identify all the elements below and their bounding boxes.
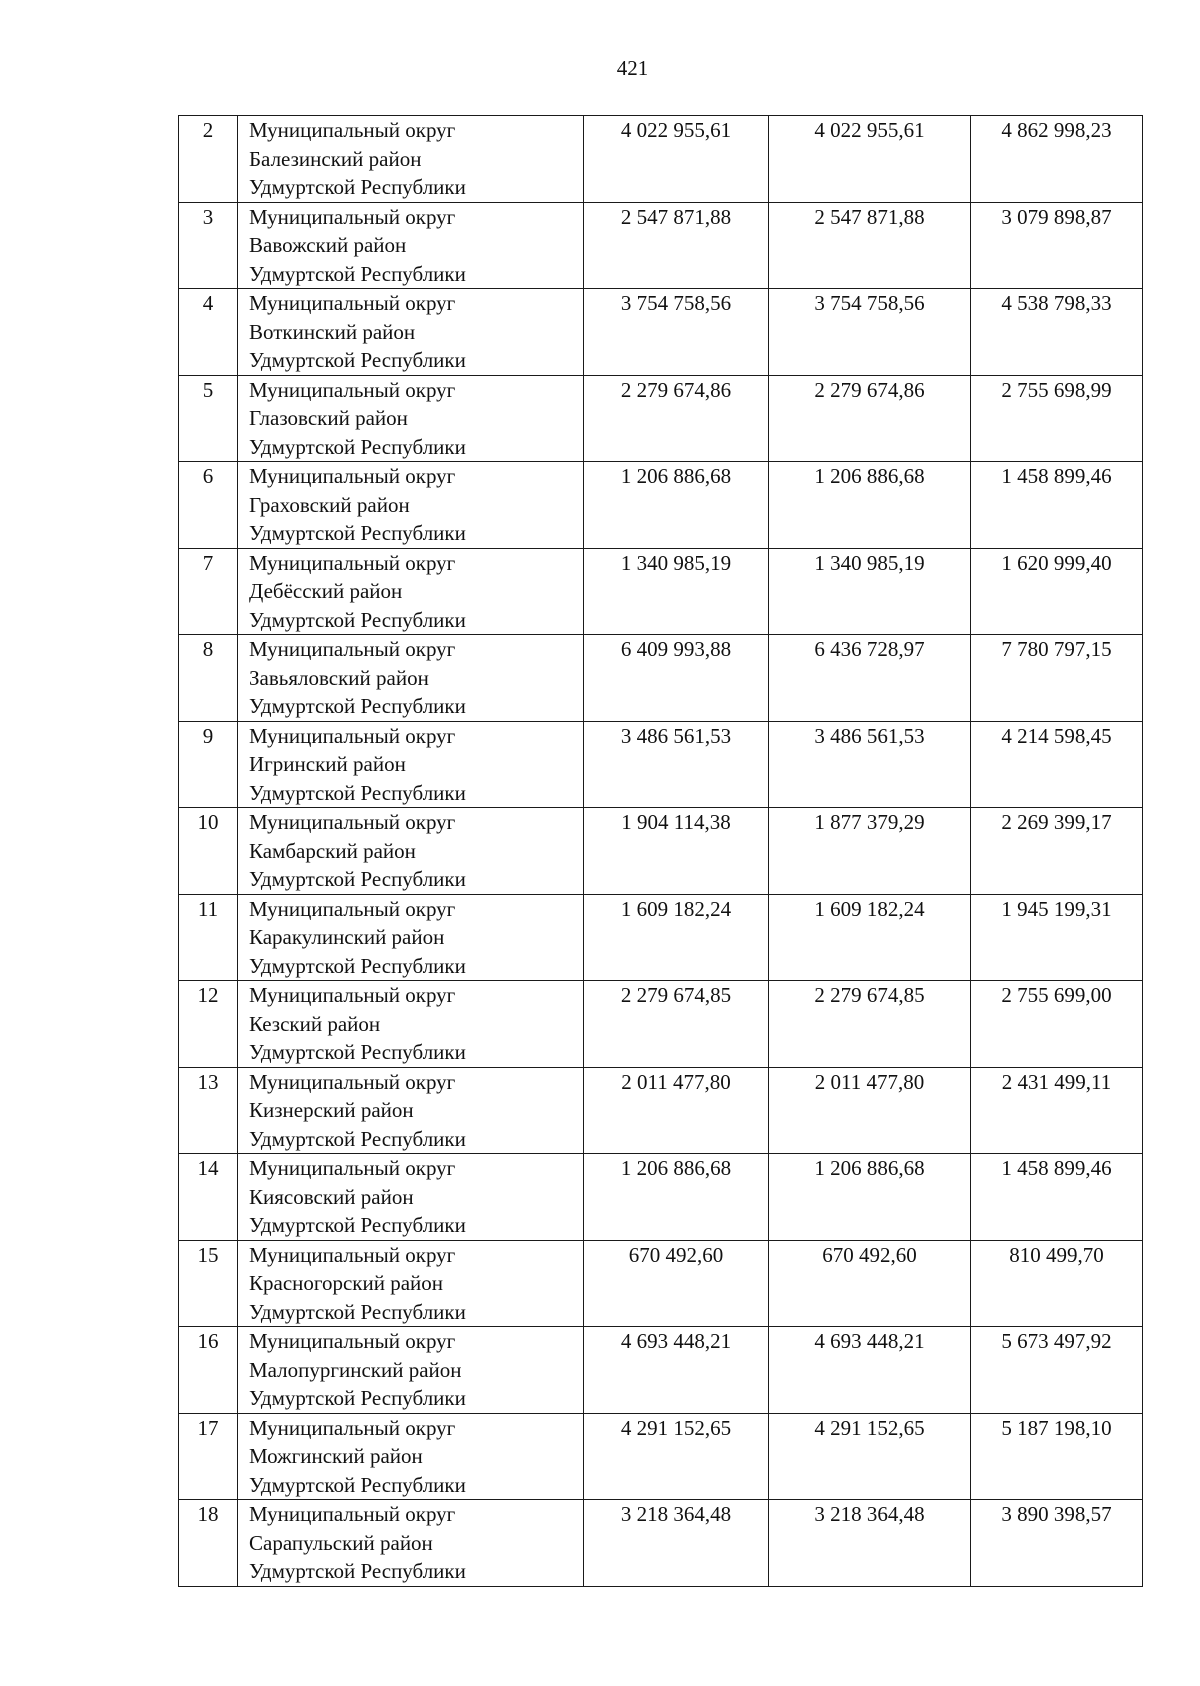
municipality-name-line3: Удмуртской Республики <box>249 1386 466 1410</box>
municipality-name-line1: Муниципальный округ <box>249 464 456 488</box>
row-number: 15 <box>179 1240 238 1327</box>
municipality-name-line2: Камбарский район <box>249 838 416 863</box>
municipality-name-line2: Завьяловский район <box>249 665 429 690</box>
municipality-name-line2: Воткинский район <box>249 319 416 344</box>
table-row <box>179 289 1143 376</box>
amount-col-1: 1 340 985,19 <box>584 548 769 635</box>
amount-col-2: 4 693 448,21 <box>769 1327 971 1414</box>
amount-col-1: 1 609 182,24 <box>584 894 769 981</box>
amount-col-3: 4 862 998,23 <box>971 116 1143 203</box>
municipality-name-line3: Удмуртской Республики <box>249 607 466 632</box>
row-number: 11 <box>179 894 238 981</box>
amount-col-2: 3 754 758,56 <box>769 289 971 376</box>
amount-col-1: 4 693 448,21 <box>584 1327 769 1414</box>
municipality-name <box>238 894 584 981</box>
row-number: 2 <box>179 116 238 203</box>
municipality-name <box>238 1154 584 1241</box>
amount-col-2: 1 206 886,68 <box>769 462 971 549</box>
amount-col-2: 3 486 561,53 <box>769 721 971 808</box>
amount-col-3: 2 431 499,11 <box>971 1067 1143 1154</box>
municipality-name-line3: Удмуртской Республики <box>249 1299 466 1324</box>
row-number: 5 <box>179 375 238 462</box>
amount-col-3: 7 780 797,15 <box>971 635 1143 722</box>
municipality-name-line1: Муниципальный округ <box>249 637 456 661</box>
municipality-name <box>238 1327 584 1414</box>
row-number: 18 <box>179 1500 238 1587</box>
municipality-name-line2: Киясовский район <box>249 1184 414 1209</box>
row-number: 9 <box>179 721 238 808</box>
table-row <box>179 981 1143 1068</box>
municipality-name-line1: Муниципальный округ <box>249 118 456 142</box>
municipality-name-line1: Муниципальный округ <box>249 1069 456 1094</box>
amount-col-1: 1 904 114,38 <box>584 808 769 895</box>
amount-col-2: 4 291 152,65 <box>769 1413 971 1500</box>
municipality-name-line3: Удмуртской Республики <box>249 867 466 891</box>
municipality-name-line1: Муниципальный округ <box>249 204 456 229</box>
municipality-name <box>238 1500 584 1587</box>
municipality-name-line1: Муниципальный округ <box>249 550 456 575</box>
table-row <box>179 721 1143 808</box>
row-number: 7 <box>179 548 238 635</box>
table-row <box>179 1500 1143 1587</box>
municipality-name-line1: Муниципальный округ <box>249 983 456 1007</box>
amount-col-3: 5 673 497,92 <box>971 1327 1143 1414</box>
amount-col-2: 1 340 985,19 <box>769 548 971 635</box>
municipality-name-line2: Сарапульский район <box>249 1530 433 1555</box>
municipality-name-line2: Вавожский район <box>249 233 407 257</box>
row-number: 16 <box>179 1327 238 1414</box>
municipality-name-line1: Муниципальный округ <box>249 1329 456 1353</box>
amount-col-3: 1 458 899,46 <box>971 462 1143 549</box>
municipality-name <box>238 1413 584 1500</box>
municipality-name-line2: Каракулинский район <box>249 925 445 949</box>
row-number: 10 <box>179 808 238 895</box>
municipality-name-line1: Муниципальный округ <box>249 377 456 402</box>
amount-col-3: 2 755 698,99 <box>971 375 1143 462</box>
municipality-name-line3: Удмуртской Республики <box>249 261 466 286</box>
municipality-name-line3: Удмуртской Республики <box>249 175 466 199</box>
municipality-name-line2: Дебёсский район <box>249 579 403 603</box>
table-row <box>179 375 1143 462</box>
row-number: 3 <box>179 202 238 289</box>
municipality-name-line3: Удмуртской Республики <box>249 780 466 805</box>
amount-col-1: 3 486 561,53 <box>584 721 769 808</box>
municipality-name <box>238 375 584 462</box>
amount-col-1: 1 206 886,68 <box>584 1154 769 1241</box>
amount-col-3: 1 458 899,46 <box>971 1154 1143 1241</box>
municipality-name-line3: Удмуртской Республики <box>249 1040 466 1064</box>
amount-col-1: 4 291 152,65 <box>584 1413 769 1500</box>
municipality-name-line1: Муниципальный округ <box>249 896 456 921</box>
row-number: 8 <box>179 635 238 722</box>
municipality-name-line2: Граховский район <box>249 492 410 517</box>
municipality-name-line2: Кезский район <box>249 1011 381 1036</box>
municipality-name-line3: Удмуртской Республики <box>249 1213 466 1237</box>
municipality-name-line2: Кизнерский район <box>249 1098 414 1122</box>
amount-col-2: 2 279 674,85 <box>769 981 971 1068</box>
table-row <box>179 1413 1143 1500</box>
municipality-name-line2: Игринский район <box>249 752 406 776</box>
table-row <box>179 462 1143 549</box>
amount-col-3: 3 079 898,87 <box>971 202 1143 289</box>
municipality-name <box>238 116 584 203</box>
municipality-name-line3: Удмуртской Республики <box>249 1472 466 1497</box>
amount-col-2: 6 436 728,97 <box>769 635 971 722</box>
amount-col-1: 4 022 955,61 <box>584 116 769 203</box>
amount-col-1: 3 218 364,48 <box>584 1500 769 1587</box>
table-row <box>179 1154 1143 1241</box>
municipality-name-line2: Малопургинский район <box>249 1357 462 1382</box>
table-row <box>179 635 1143 722</box>
amount-col-2: 670 492,60 <box>769 1240 971 1327</box>
amount-col-2: 1 877 379,29 <box>769 808 971 895</box>
municipality-name-line3: Удмуртской Республики <box>249 521 466 545</box>
municipality-name-line2: Красногорский район <box>249 1271 444 1295</box>
amount-col-2: 2 011 477,80 <box>769 1067 971 1154</box>
municipality-name <box>238 1240 584 1327</box>
municipality-name-line1: Муниципальный округ <box>249 1502 456 1526</box>
municipality-name-line3: Удмуртской Республики <box>249 953 466 978</box>
municipality-name-line1: Муниципальный округ <box>249 291 456 315</box>
amount-col-2: 2 547 871,88 <box>769 202 971 289</box>
amount-col-3: 2 755 699,00 <box>971 981 1143 1068</box>
row-number: 4 <box>179 289 238 376</box>
row-number: 17 <box>179 1413 238 1500</box>
municipality-name-line1: Муниципальный округ <box>249 1156 456 1180</box>
amount-col-3: 810 499,70 <box>971 1240 1143 1327</box>
table-row <box>179 808 1143 895</box>
amount-col-1: 1 206 886,68 <box>584 462 769 549</box>
amount-col-1: 2 279 674,86 <box>584 375 769 462</box>
amount-col-1: 3 754 758,56 <box>584 289 769 376</box>
amount-col-2: 3 218 364,48 <box>769 1500 971 1587</box>
municipality-name-line2: Глазовский район <box>249 406 408 430</box>
amount-col-3: 4 214 598,45 <box>971 721 1143 808</box>
amount-col-2: 4 022 955,61 <box>769 116 971 203</box>
municipality-name-line3: Удмуртской Республики <box>249 694 466 718</box>
municipality-name-line3: Удмуртской Республики <box>249 434 466 459</box>
table-row <box>179 548 1143 635</box>
municipality-name <box>238 1067 584 1154</box>
municipality-name-line1: Муниципальный округ <box>249 723 456 748</box>
amount-col-1: 2 547 871,88 <box>584 202 769 289</box>
municipality-name-line2: Балезинский район <box>249 146 422 171</box>
amount-col-1: 6 409 993,88 <box>584 635 769 722</box>
municipality-name <box>238 289 584 376</box>
municipality-name <box>238 721 584 808</box>
municipality-name-line1: Муниципальный округ <box>249 810 456 834</box>
amount-col-1: 2 279 674,85 <box>584 981 769 1068</box>
table-row <box>179 202 1143 289</box>
municipality-name <box>238 635 584 722</box>
municipality-name-line3: Удмуртской Республики <box>249 1126 466 1151</box>
table-row <box>179 894 1143 981</box>
municipality-name-line3: Удмуртской Республики <box>249 348 466 372</box>
amount-col-3: 3 890 398,57 <box>971 1500 1143 1587</box>
budget-table <box>178 115 1143 1587</box>
row-number: 6 <box>179 462 238 549</box>
municipality-name-line1: Муниципальный округ <box>249 1415 456 1440</box>
amount-col-2: 2 279 674,86 <box>769 375 971 462</box>
amount-col-3: 4 538 798,33 <box>971 289 1143 376</box>
table-body <box>179 116 1143 1587</box>
amount-col-3: 1 945 199,31 <box>971 894 1143 981</box>
municipality-name <box>238 548 584 635</box>
municipality-name-line3: Удмуртской Республики <box>249 1559 466 1583</box>
table-row <box>179 1067 1143 1154</box>
amount-col-3: 1 620 999,40 <box>971 548 1143 635</box>
table-row <box>179 1240 1143 1327</box>
municipality-name <box>238 981 584 1068</box>
amount-col-3: 5 187 198,10 <box>971 1413 1143 1500</box>
municipality-name-line2: Можгинский район <box>249 1444 423 1468</box>
amount-col-1: 670 492,60 <box>584 1240 769 1327</box>
table-row <box>179 116 1143 203</box>
amount-col-2: 1 206 886,68 <box>769 1154 971 1241</box>
amount-col-3: 2 269 399,17 <box>971 808 1143 895</box>
row-number: 14 <box>179 1154 238 1241</box>
row-number: 12 <box>179 981 238 1068</box>
amount-col-2: 1 609 182,24 <box>769 894 971 981</box>
municipality-name <box>238 808 584 895</box>
amount-col-1: 2 011 477,80 <box>584 1067 769 1154</box>
page-number: 421 <box>616 56 649 80</box>
row-number: 13 <box>179 1067 238 1154</box>
municipality-name <box>238 202 584 289</box>
table-row <box>179 1327 1143 1414</box>
municipality-name <box>238 462 584 549</box>
municipality-name-line1: Муниципальный округ <box>249 1242 456 1267</box>
